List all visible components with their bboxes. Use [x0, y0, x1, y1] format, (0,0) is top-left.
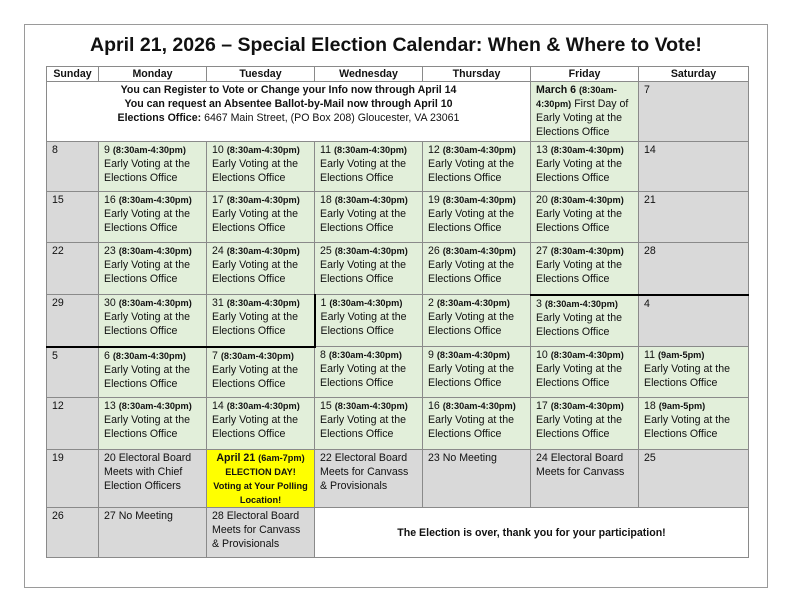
- day-cell-mar8: 8: [47, 142, 99, 192]
- day-cell-mar20: 20 (8:30am-4:30pm) Early Voting at the Elections Office: [531, 192, 639, 243]
- day-cell-apr11: 11 (9am-5pm) Early Voting at the Elections Office: [639, 347, 749, 398]
- week-row: [47, 82, 749, 142]
- day-header-saturday: Saturday: [639, 67, 749, 82]
- day-cell-apr19: 19: [47, 450, 99, 508]
- day-cell-apr20: 20 Electoral Board Meets with Chief Election Officers: [99, 450, 207, 508]
- day-cell-apr9: 9 (8:30am-4:30pm) Early Voting at the Elections Office: [423, 347, 531, 398]
- info-box: [47, 82, 531, 142]
- day-cell-apr25: 25: [639, 450, 749, 508]
- day-cell-mar6: March 6 (8:30am-4:30pm) First Day of Early Voting at the Elections Office: [531, 82, 639, 142]
- day-cell-apr15: 15 (8:30am-4:30pm) Early Voting at the Elections Office: [315, 398, 423, 450]
- day-cell-apr14: 14 (8:30am-4:30pm) Early Voting at the Elections Office: [207, 398, 315, 450]
- day-cell-mar26: 26 (8:30am-4:30pm) Early Voting at the Elections Office: [423, 243, 531, 295]
- day-cell-apr26: 26: [47, 508, 99, 558]
- day-cell-mar12: 12 (8:30am-4:30pm) Early Voting at the Elections Office: [423, 142, 531, 192]
- day-cell-apr3: 3 (8:30am-4:30pm) Early Voting at the Elections Office: [531, 295, 639, 347]
- page-title: April 21, 2026 – Special Election Calendar: When & Where to Vote!: [90, 34, 702, 56]
- day-cell-apr4: 4: [639, 295, 749, 347]
- day-cell-apr18: 18 (9am-5pm) Early Voting at the Elections Office: [639, 398, 749, 450]
- day-cell-apr6: 6 (8:30am-4:30pm) Early Voting at the Elections Office: [99, 347, 207, 398]
- day-header-thursday: Thursday: [423, 67, 531, 82]
- day-header-tuesday: Tuesday: [207, 67, 315, 82]
- week-row: [47, 192, 749, 243]
- day-cell-mar22: 22: [47, 243, 99, 295]
- day-cell-apr7: 7 (8:30am-4:30pm) Early Voting at the Elections Office: [207, 347, 315, 398]
- day-cell-mar30: 30 (8:30am-4:30pm) Early Voting at the Elections Office: [99, 295, 207, 347]
- absentee-note: You can request an Absentee Ballot-by-Mail now through April 10: [124, 98, 453, 110]
- day-cell-apr28: 28 Electoral Board Meets for Canvass & Provisionals: [207, 508, 315, 558]
- day-cell-apr5: 5: [47, 347, 99, 398]
- day-cell-mar25: 25 (8:30am-4:30pm) Early Voting at the Elections Office: [315, 243, 423, 295]
- day-cell-mar29: 29: [47, 295, 99, 347]
- day-cell-mar16: 16 (8:30am-4:30pm) Early Voting at the Elections Office: [99, 192, 207, 243]
- day-cell-apr1: 1 (8:30am-4:30pm) Early Voting at the Elections Office: [315, 295, 423, 347]
- day-cell-apr2: 2 (8:30am-4:30pm) Early Voting at the Elections Office: [423, 295, 531, 347]
- day-cell-mar18: 18 (8:30am-4:30pm) Early Voting at the Elections Office: [315, 192, 423, 243]
- day-cell-apr8: 8 (8:30am-4:30pm) Early Voting at the Elections Office: [315, 347, 423, 398]
- day-header-monday: Monday: [99, 67, 207, 82]
- day-cell-mar7: 7: [639, 82, 749, 142]
- day-cell-apr24: 24 Electoral Board Meets for Canvass: [531, 450, 639, 508]
- day-cell-mar13: 13 (8:30am-4:30pm) Early Voting at the Elections Office: [531, 142, 639, 192]
- day-cell-mar19: 19 (8:30am-4:30pm) Early Voting at the Elections Office: [423, 192, 531, 243]
- day-cell-mar21: 21: [639, 192, 749, 243]
- day-header-sunday: Sunday: [47, 67, 99, 82]
- day-cell-mar28: 28: [639, 243, 749, 295]
- week-row: [47, 450, 749, 508]
- day-cell-mar14: 14: [639, 142, 749, 192]
- week-row: [47, 295, 749, 347]
- week-row: [47, 398, 749, 450]
- day-cell-mar17: 17 (8:30am-4:30pm) Early Voting at the Elections Office: [207, 192, 315, 243]
- election-over-message: The Election is over, thank you for your participation!: [315, 508, 749, 558]
- day-cell-mar31: 31 (8:30am-4:30pm) Early Voting at the Elections Office: [207, 295, 315, 347]
- day-cell-mar23: 23 (8:30am-4:30pm) Early Voting at the Elections Office: [99, 243, 207, 295]
- day-cell-apr17: 17 (8:30am-4:30pm) Early Voting at the Elections Office: [531, 398, 639, 450]
- day-header-wednesday: Wednesday: [315, 67, 423, 82]
- day-header-friday: Friday: [531, 67, 639, 82]
- week-row: [47, 508, 749, 558]
- day-cell-apr22: 22 Electoral Board Meets for Canvass & Provisionals: [315, 450, 423, 508]
- day-cell-mar24: 24 (8:30am-4:30pm) Early Voting at the Elections Office: [207, 243, 315, 295]
- calendar-table: [46, 66, 749, 558]
- week-row: [47, 347, 749, 398]
- day-cell-apr10: 10 (8:30am-4:30pm) Early Voting at the Elections Office: [531, 347, 639, 398]
- day-cell-apr12: 12: [47, 398, 99, 450]
- day-cell-mar9: 9 (8:30am-4:30pm) Early Voting at the Elections Office: [99, 142, 207, 192]
- election-day-cell: April 21 (6am-7pm) ELECTION DAY! Voting at Your Polling Location!: [207, 450, 315, 508]
- office-address: Elections Office: 6467 Main Street, (PO Box 208) Gloucester, VA 23061: [117, 112, 460, 124]
- day-cell-mar27: 27 (8:30am-4:30pm) Early Voting at the Elections Office: [531, 243, 639, 295]
- day-cell-apr13: 13 (8:30am-4:30pm) Early Voting at the Elections Office: [99, 398, 207, 450]
- week-row: [47, 142, 749, 192]
- day-cell-mar15: 15: [47, 192, 99, 243]
- header-row: [47, 67, 749, 82]
- day-cell-mar11: 11 (8:30am-4:30pm) Early Voting at the Elections Office: [315, 142, 423, 192]
- day-cell-apr23: 23 No Meeting: [423, 450, 531, 508]
- day-cell-apr16: 16 (8:30am-4:30pm) Early Voting at the Elections Office: [423, 398, 531, 450]
- register-note: You can Register to Vote or Change your Info now through April 14: [120, 84, 457, 96]
- week-row: [47, 243, 749, 295]
- day-cell-apr27: 27 No Meeting: [99, 508, 207, 558]
- day-cell-mar10: 10 (8:30am-4:30pm) Early Voting at the Elections Office: [207, 142, 315, 192]
